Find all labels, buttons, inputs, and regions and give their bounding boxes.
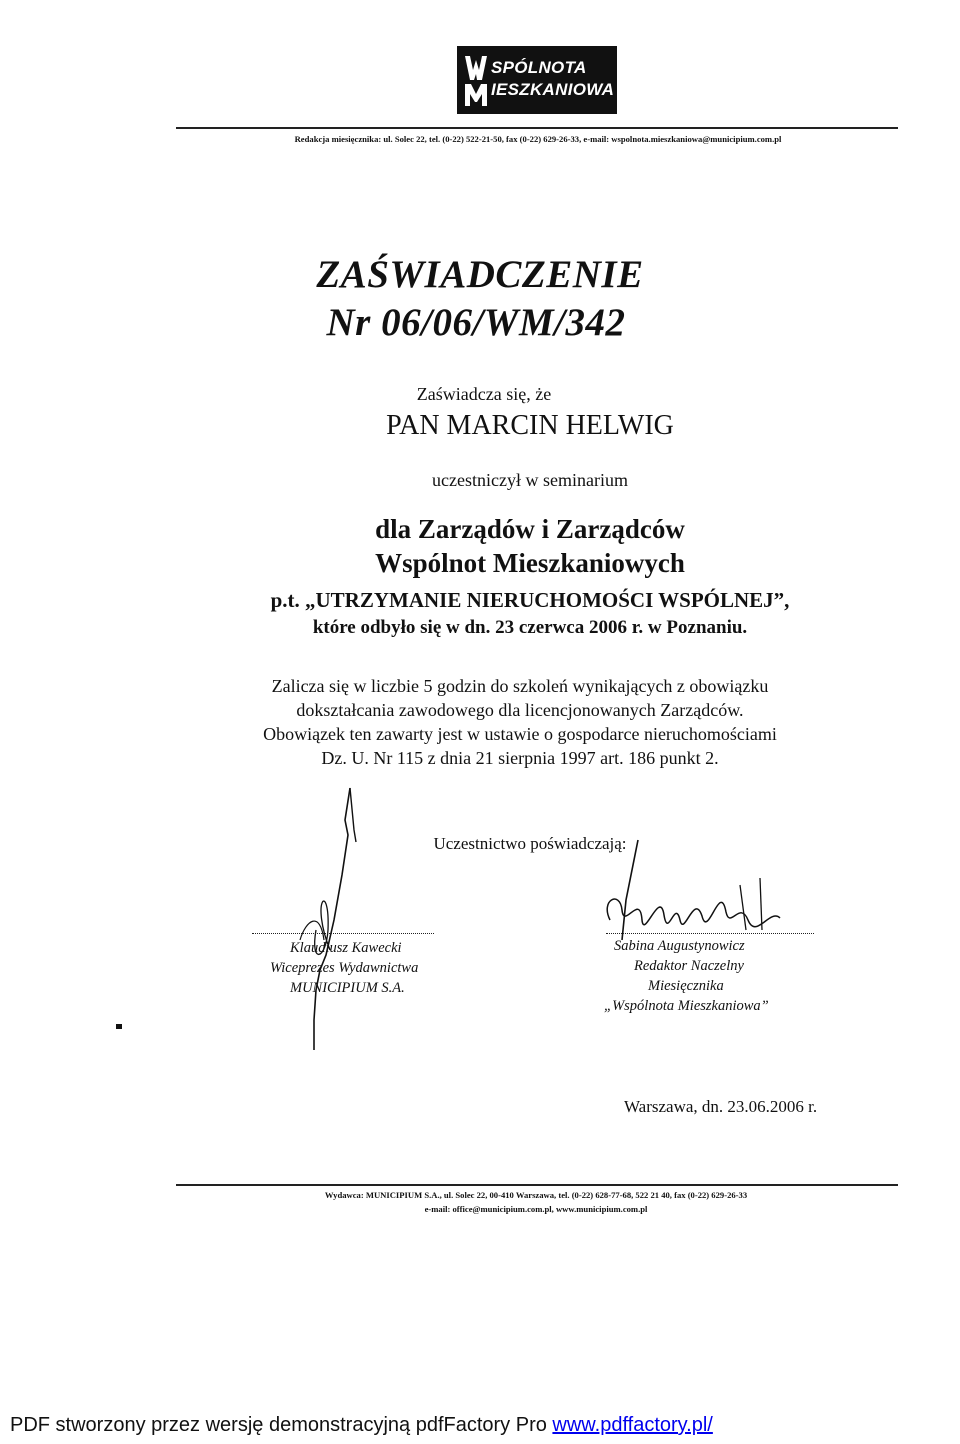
seminar-topic: p.t. „UTRZYMANIE NIERUCHOMOŚCI WSPÓLNEJ”, <box>270 588 790 612</box>
participated-text: uczestniczył w seminarium <box>432 470 628 490</box>
certificate-title: ZAŚWIADCZENIE <box>316 253 644 296</box>
wm-monogram-icon <box>463 54 491 108</box>
right-signer-publication: Miesięcznika <box>648 978 724 994</box>
right-signature-line <box>606 933 814 934</box>
body-line-1: Zalicza się w liczbie 5 godzin do szkoleń wynikających z obowiązku <box>271 676 769 696</box>
seminar-held: które odbyło się w dn. 23 czerwca 2006 r. w Poznaniu. <box>312 617 748 638</box>
pdf-factory-link[interactable]: www.pdffactory.pl/ <box>552 1414 713 1436</box>
body-line-3: Obowiązek ten zawarty jest w ustawie o gospodarce nieruchomościami <box>263 724 777 744</box>
certificate-number: Nr 06/06/WM/342 <box>326 301 626 344</box>
body-line-2: dokształcania zawodowego dla licencjonowanych Zarządców. <box>296 700 744 720</box>
right-signer-name: Sabina Augustynowicz <box>614 938 745 954</box>
seminar-line-2: Wspólnot Mieszkaniowych <box>375 548 685 578</box>
pdf-banner-text: PDF stworzony przez wersję demonstracyjną pdfFactory Pro <box>10 1414 553 1436</box>
left-signer-name: Klaudiusz Kawecki <box>290 940 402 956</box>
right-signer-role: Redaktor Naczelny <box>634 958 744 974</box>
header-rule <box>176 127 898 129</box>
right-signer-magazine: „Wspólnota Mieszkaniowa” <box>604 998 769 1014</box>
confirm-text: Uczestnictwo poświadczają: <box>433 834 627 853</box>
logo-line-1: SPÓLNOTA <box>491 58 587 77</box>
logo-line-2: IESZKANIOWA <box>491 80 615 99</box>
header-contact: Redakcja miesięcznika: ul. Solec 22, tel. (0-22) 522-21-50, fax (0-22) 629-26-33, e-mail: wspolnota.mieszkaniowa@municipium.com.pl <box>294 134 782 144</box>
footer-line-2: e-mail: office@municipium.com.pl, www.municipium.com.pl <box>424 1204 648 1214</box>
body-line-4: Dz. U. Nr 115 z dnia 21 sierpnia 1997 art. 186 punkt 2. <box>321 748 719 768</box>
left-signer-role: Wiceprezes Wydawnictwa <box>270 960 419 976</box>
footer-line-1: Wydawca: MUNICIPIUM S.A., ul. Solec 22, 00-410 Warszawa, tel. (0-22) 628-77-68, 522 21 40, fax (0-22) 629-26-33 <box>324 1190 748 1200</box>
person-name: PAN MARCIN HELWIG <box>386 410 674 441</box>
certifies-text: Zaświadcza się, że <box>416 384 552 404</box>
seminar-line-1: dla Zarządów i Zarządców <box>375 514 685 544</box>
wspolnota-logo <box>457 46 617 114</box>
place-date: Warszawa, dn. 23.06.2006 r. <box>624 1097 818 1116</box>
left-signature-line <box>252 933 434 934</box>
scan-speck <box>116 1024 122 1029</box>
handwritten-signatures <box>250 780 810 1060</box>
footer-rule <box>176 1184 898 1186</box>
left-signer-company: MUNICIPIUM S.A. <box>290 980 405 996</box>
pdf-factory-banner <box>10 1414 960 1437</box>
